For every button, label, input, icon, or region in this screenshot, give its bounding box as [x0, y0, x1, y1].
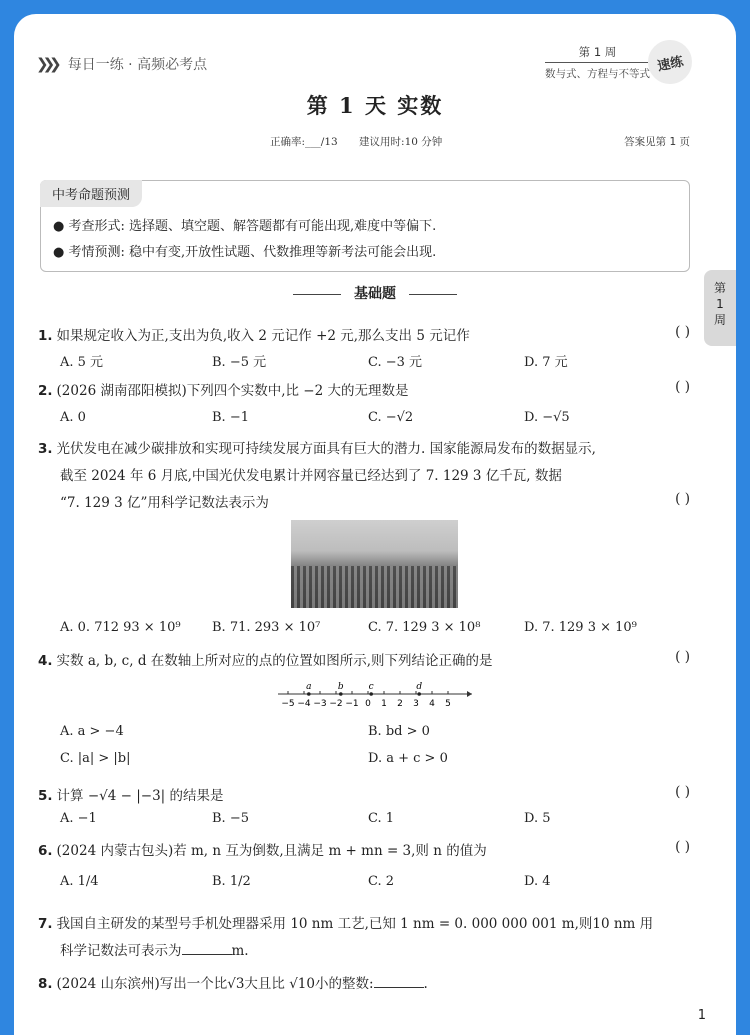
question-number: 8.	[38, 976, 53, 992]
question-text: 我国自主研发的某型号手机处理器采用 10 nm 工艺,已知 1 nm = 0. 000 000 001 m,则10 nm 用	[56, 916, 654, 932]
question-4	[38, 649, 493, 669]
forecast-line: ● 考查形式: 选择题、填空题、解答题都有可能出现,难度中等偏下.	[53, 219, 437, 234]
tick-label: 2	[397, 699, 403, 709]
option[interactable]: A. 5 元	[60, 355, 104, 370]
option[interactable]: D. a + c > 0	[368, 751, 448, 766]
tick-label: −4	[297, 699, 311, 709]
point-c	[369, 692, 373, 696]
number-line-figure	[276, 678, 476, 712]
question-5	[38, 784, 224, 804]
worksheet-page	[14, 14, 736, 1035]
side-tab-text: 第	[713, 281, 726, 295]
question-text: m.	[231, 943, 249, 959]
question-3	[38, 437, 596, 457]
option[interactable]: D. −√5	[524, 410, 570, 425]
double-chevron-icon: ❯❯❯	[36, 55, 56, 73]
question-number: 5.	[38, 788, 53, 804]
option[interactable]: B. bd > 0	[368, 724, 430, 739]
point-a	[307, 692, 311, 696]
question-number: 4.	[38, 653, 53, 669]
question-1	[38, 324, 470, 344]
option[interactable]: C. 2	[368, 874, 395, 889]
tick-label: −3	[313, 699, 327, 709]
option[interactable]: C. 1	[368, 811, 395, 826]
page-number: 1	[697, 1008, 706, 1023]
option[interactable]: A. 0. 712 93 × 10⁹	[60, 620, 181, 635]
answer-blank[interactable]	[374, 987, 424, 988]
answer-paren[interactable]: ( )	[675, 784, 690, 800]
question-text: .	[423, 976, 428, 992]
option[interactable]: C. 7. 129 3 × 10⁸	[368, 620, 481, 635]
option[interactable]: B. −5 元	[212, 355, 267, 370]
question-text: (2024 内蒙古包头)若 m, n 互为倒数,且满足 m + mn = 3,则 n 的值为	[56, 843, 487, 859]
option[interactable]: A. 1/4	[60, 874, 99, 889]
question-6	[38, 839, 487, 859]
option[interactable]: C. −3 元	[368, 355, 423, 370]
point-label: d	[416, 682, 423, 692]
question-text: 科学记数法可表示为	[60, 943, 182, 959]
question-7	[38, 912, 653, 932]
accuracy-label: 正确率:___/13	[270, 136, 338, 148]
question-text: 光伏发电在减少碳排放和实现可持续发展方面具有巨大的潜力. 国家能源局发布的数据显示,	[56, 441, 596, 457]
question-7-line2	[60, 939, 249, 959]
tick-label: 1	[381, 699, 387, 709]
question-8	[38, 972, 428, 992]
forecast-box	[40, 180, 690, 272]
tick-label: 0	[365, 699, 371, 709]
option[interactable]: B. 1/2	[212, 874, 251, 889]
answer-blank[interactable]	[182, 954, 232, 955]
forecast-line: ● 考情预测: 稳中有变,开放性试题、代数推理等新考法可能会出现.	[53, 245, 437, 260]
option[interactable]: D. 4	[524, 874, 551, 889]
question-text: 如果规定收入为正,支出为负,收入 2 元记作 +2 元,那么支出 5 元记作	[56, 328, 470, 344]
axis-arrow-icon	[467, 691, 472, 697]
option[interactable]: D. 7 元	[524, 355, 568, 370]
question-text: 计算 −√4 − |−3| 的结果是	[56, 788, 224, 804]
question-text: 实数 a, b, c, d 在数轴上所对应的点的位置如图所示,则下列结论正确的是	[56, 653, 493, 669]
answer-paren[interactable]: ( )	[675, 491, 690, 507]
week-label: 第 1 周	[545, 44, 650, 63]
option[interactable]: D. 7. 129 3 × 10⁹	[524, 620, 637, 635]
option[interactable]: A. −1	[60, 811, 97, 826]
tick-label: 3	[413, 699, 419, 709]
question-3-line3: “7. 129 3 亿”用科学记数法表示为	[60, 495, 269, 511]
question-text: (2024 山东滨州)写出一个比√3大且比 √10小的整数:	[56, 976, 374, 992]
point-b	[339, 692, 343, 696]
header-left	[36, 54, 207, 74]
tick-label: −1	[345, 699, 359, 709]
point-label: a	[306, 682, 312, 692]
solar-farm-photo	[291, 520, 458, 608]
option[interactable]: B. −1	[212, 410, 249, 425]
question-number: 2.	[38, 383, 53, 399]
answer-paren[interactable]: ( )	[675, 324, 690, 340]
section-label: 基础题	[354, 286, 396, 302]
question-number: 7.	[38, 916, 53, 932]
week-subtitle: 数与式、方程与不等式	[545, 68, 650, 80]
answer-paren[interactable]: ( )	[675, 649, 690, 665]
divider	[293, 294, 341, 295]
week-side-tab[interactable]	[704, 270, 736, 346]
question-number: 1.	[38, 328, 53, 344]
option[interactable]: C. −√2	[368, 410, 414, 425]
option[interactable]: A. a > −4	[60, 724, 124, 739]
forecast-tag: 中考命题预测	[40, 180, 142, 207]
week-info	[545, 44, 650, 81]
point-d	[417, 692, 421, 696]
option[interactable]: C. |a| > |b|	[60, 751, 131, 766]
option[interactable]: A. 0	[60, 410, 86, 425]
question-number: 3.	[38, 441, 53, 457]
answer-reference: 答案见第 1 页	[624, 136, 690, 148]
series-title: 每日一练 · 高频必考点	[67, 57, 208, 73]
meta-line	[270, 134, 460, 149]
answer-paren[interactable]: ( )	[675, 379, 690, 395]
option[interactable]: D. 5	[524, 811, 551, 826]
question-text: (2026 湖南邵阳模拟)下列四个实数中,比 −2 大的无理数是	[56, 383, 409, 399]
tick-label: 5	[445, 699, 451, 709]
page-title: 第 1 天 实数	[306, 93, 444, 118]
question-2	[38, 379, 409, 399]
option[interactable]: B. −5	[212, 811, 249, 826]
point-label: b	[337, 682, 344, 692]
side-tab-text: 周	[713, 313, 726, 327]
answer-paren[interactable]: ( )	[675, 839, 690, 855]
question-3-line2: 截至 2024 年 6 月底,中国光伏发电累计并网容量已经达到了 7. 129 3 亿千瓦, 数据	[60, 468, 562, 484]
tick-label: 4	[429, 699, 435, 709]
option[interactable]: B. 71. 293 × 10⁷	[212, 620, 321, 635]
point-label: c	[368, 682, 374, 692]
divider	[409, 294, 457, 295]
time-label: 建议用时:10 分钟	[359, 136, 443, 148]
tick-label: −2	[329, 699, 343, 709]
section-heading	[14, 283, 736, 303]
question-number: 6.	[38, 843, 53, 859]
side-tab-text: 1	[716, 297, 724, 311]
tick-label: −5	[281, 699, 295, 709]
speed-practice-badge: 速练	[644, 36, 696, 88]
